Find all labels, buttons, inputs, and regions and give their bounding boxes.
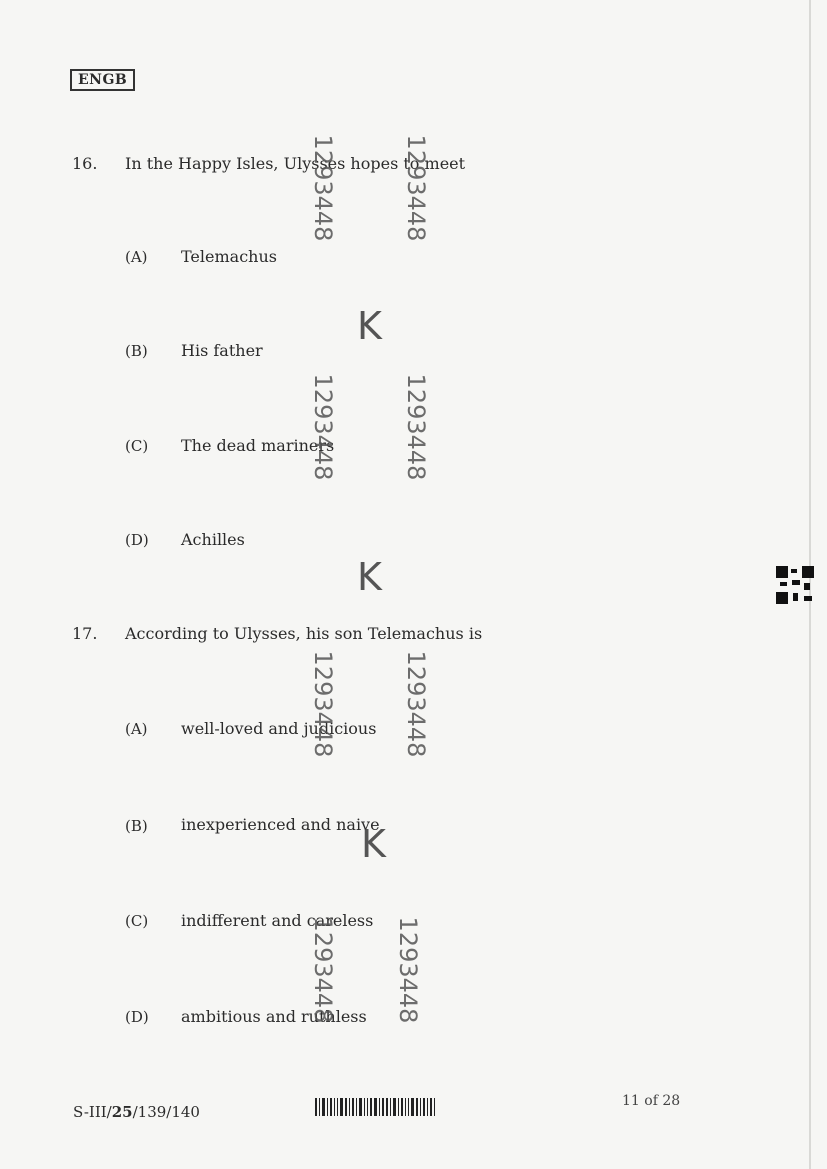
footer-code: S-III/25/139/140 [73, 1103, 200, 1121]
watermark-number: 1293448 [402, 134, 430, 242]
option-letter: (C) [125, 437, 149, 455]
watermark-number: 1293448 [309, 650, 337, 758]
watermark-number: 1293448 [402, 650, 430, 758]
watermark-letter: K [357, 304, 382, 348]
option-text: Achilles [181, 530, 245, 549]
qr-code-icon [776, 566, 814, 604]
option-letter: (A) [125, 720, 148, 738]
option-letter: (C) [125, 912, 149, 930]
barcode-icon [315, 1098, 470, 1116]
watermark-number: 1293448 [309, 916, 337, 1024]
option-text: ambitious and ruthless [181, 1007, 367, 1026]
watermark-number: 1293448 [309, 373, 337, 481]
watermark-number: 1293448 [402, 373, 430, 481]
option-text: Telemachus [181, 247, 277, 266]
option-text: inexperienced and naive [181, 815, 380, 834]
option-letter: (B) [125, 817, 148, 835]
watermark-number: 1293448 [309, 134, 337, 242]
question-text: According to Ulysses, his son Telemachus is [125, 624, 483, 643]
question-number: 16. [72, 154, 98, 173]
paper-code: ENGB [70, 69, 135, 91]
watermark-number: 1293448 [394, 916, 422, 1024]
option-letter: (A) [125, 248, 148, 266]
option-letter: (D) [125, 531, 149, 549]
question-number: 17. [72, 624, 98, 643]
page-number: 11 of 28 [622, 1093, 681, 1109]
watermark-letter: K [361, 822, 386, 866]
option-text: well-loved and judicious [181, 719, 377, 738]
option-letter: (B) [125, 342, 148, 360]
question-text: In the Happy Isles, Ulysses hopes to meet [125, 154, 466, 173]
watermark-letter: K [357, 555, 382, 599]
option-text: The dead mariners [181, 436, 335, 455]
option-text: His father [181, 341, 263, 360]
option-text: indifferent and careless [181, 911, 374, 930]
option-letter: (D) [125, 1008, 149, 1026]
